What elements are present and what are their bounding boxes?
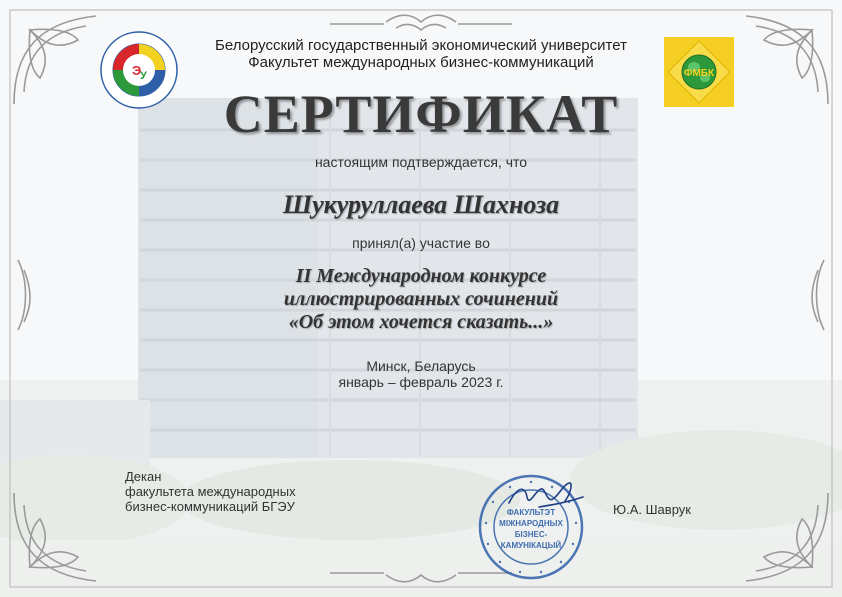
event-title-line: иллюстрированных сочинений: [283, 288, 559, 310]
dean-title: [125, 469, 296, 514]
confirm-text: настоящим подтверждается, что: [314, 154, 528, 170]
event-title: [0, 265, 842, 334]
certificate-heading: СЕРТИФИКАТ: [223, 84, 619, 144]
event-title-line: «Об этом хочется сказать...»: [288, 311, 554, 333]
participation-text: принял(а) участие во: [352, 235, 490, 251]
signature: [505, 477, 585, 517]
dean-line: Декан: [125, 469, 162, 484]
stamp-text: БІЗНЕС-: [514, 530, 548, 539]
city: Минск, Беларусь: [366, 358, 476, 374]
signer-name: Ю.А. Шаврук: [613, 502, 691, 517]
date: январь – февраль 2023 г.: [338, 374, 504, 390]
stamp-text: ФАКУЛЬТЭТ: [506, 508, 556, 517]
faculty-name: Факультет международных бизнес-коммуникаций: [248, 54, 594, 71]
stamp-text: МІЖНАРОДНЫХ: [499, 519, 563, 528]
place-and-date: [0, 358, 842, 390]
university-header: [0, 37, 842, 71]
university-name: Белорусский государственный экономический университет: [215, 37, 627, 54]
stamp-text: КАМУНІКАЦЫЙ: [500, 541, 562, 550]
svg-text:Э: Э: [132, 63, 142, 78]
svg-text:У: У: [140, 70, 147, 82]
event-title-line: II Международном конкурсе: [295, 265, 547, 287]
faculty-logo-label: ФМБК: [683, 68, 715, 79]
dean-line: факультета международных: [125, 484, 296, 499]
dean-line: бизнес-коммуникаций БГЭУ: [125, 499, 295, 514]
recipient-name: Шукуруллаева Шахноза: [282, 190, 560, 219]
